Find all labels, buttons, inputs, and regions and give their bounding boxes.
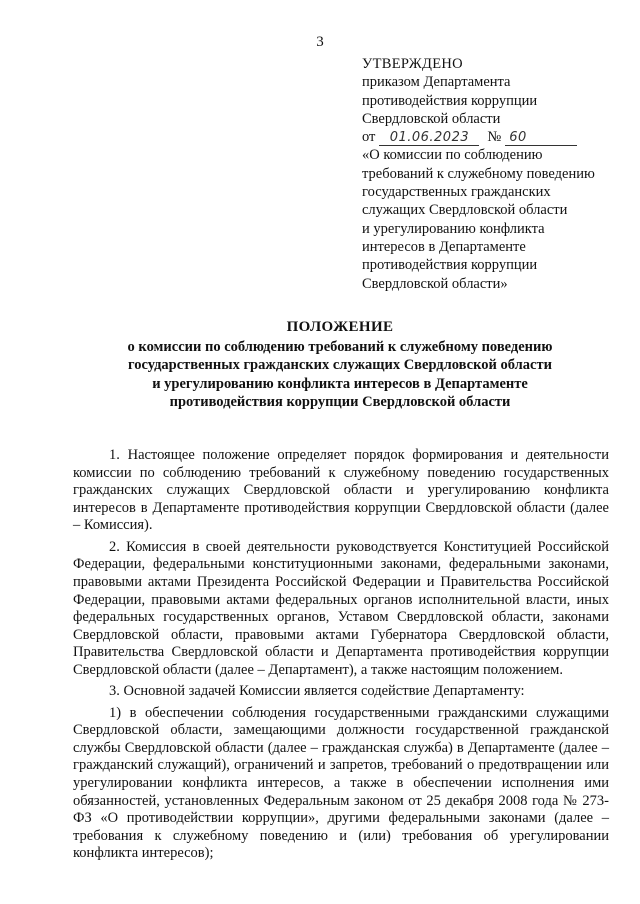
paragraph: 1) в обеспечении соблюдения государственными гражданскими служащими Свердловской области, замещающими должности государственной гражданской службы Свердловской области (далее – гражданская служба) в Департаменте (далее – гражданский служащий), ограничений и запретов, требований о предотвращении или урегулировании конфликта интересов, а также в обеспечении исполнения ими обязанностей, установленных Федеральным законом от 25 декабря 2008 года № 273-ФЗ «О противодействии коррупции», другими федеральными законами (далее – требования к служебному поведению и (или) требования об урегулировании конфликта интересов);: [73, 704, 609, 862]
handwritten-number: 60: [505, 130, 577, 146]
title-line: государственных гражданских служащих Свердловской области: [128, 357, 552, 373]
subject-line: «О комиссии по соблюдению: [362, 147, 543, 164]
title-heading: ПОЛОЖЕНИЕ: [286, 319, 394, 335]
paragraph: 2. Комиссия в своей деятельности руководствуется Конституцией Российской Федерации, федеральными конституционными законами, федеральными законами, правовыми актами Президента Российской Федерации и Правительства Российской Федерации, правовыми актами федеральных органов исполнительной власти, иных федеральных государственных органов, Уставом Свердловской области, законами Свердловской области, правовыми актами Губернатора Свердловской области, Правительства Свердловской области и Департамента противодействия коррупции Свердловской области (далее – Департамент), а также настоящим положением.: [73, 538, 609, 678]
paragraph: 1. Настоящее положение определяет порядок формирования и деятельности комиссии по соблюдению требований к служебному поведению государственных гражданских служащих Свердловской области и урегулированию конфликта интересов в Департаменте противодействия коррупции Свердловской области (далее – Комиссия).: [73, 447, 609, 534]
title-line: о комиссии по соблюдению требований к служебному поведению: [127, 338, 553, 355]
document-body: [73, 447, 609, 867]
approval-line: Свердловской области: [362, 110, 501, 127]
subject-line: противодействия коррупции: [362, 257, 538, 274]
subject-line: интересов в Департаменте: [362, 238, 526, 255]
page-number: 3: [316, 34, 324, 50]
subject-line: служащих Свердловской области: [362, 202, 568, 219]
approval-block: [362, 55, 622, 293]
handwritten-date: 01.06.2023: [379, 130, 479, 146]
subject-line: и урегулированию конфликта: [362, 220, 545, 237]
document-title: [60, 318, 620, 412]
approval-heading: УТВЕРЖДЕНО: [362, 56, 463, 72]
from-label: от: [362, 129, 376, 146]
subject-line: государственных гражданских: [362, 184, 551, 201]
order-date-number: [362, 128, 622, 146]
number-label: №: [487, 129, 502, 146]
paragraph: 3. Основной задачей Комиссии является содействие Департаменту:: [109, 683, 525, 700]
approval-line: приказом Департамента: [362, 74, 511, 91]
title-line: и урегулированию конфликта интересов в Департаменте: [152, 375, 528, 392]
subject-line: требований к служебному поведению: [362, 165, 595, 182]
title-line: противодействия коррупции Свердловской области: [169, 394, 511, 410]
subject-line: Свердловской области»: [362, 275, 508, 292]
approval-line: противодействия коррупции: [362, 92, 538, 109]
